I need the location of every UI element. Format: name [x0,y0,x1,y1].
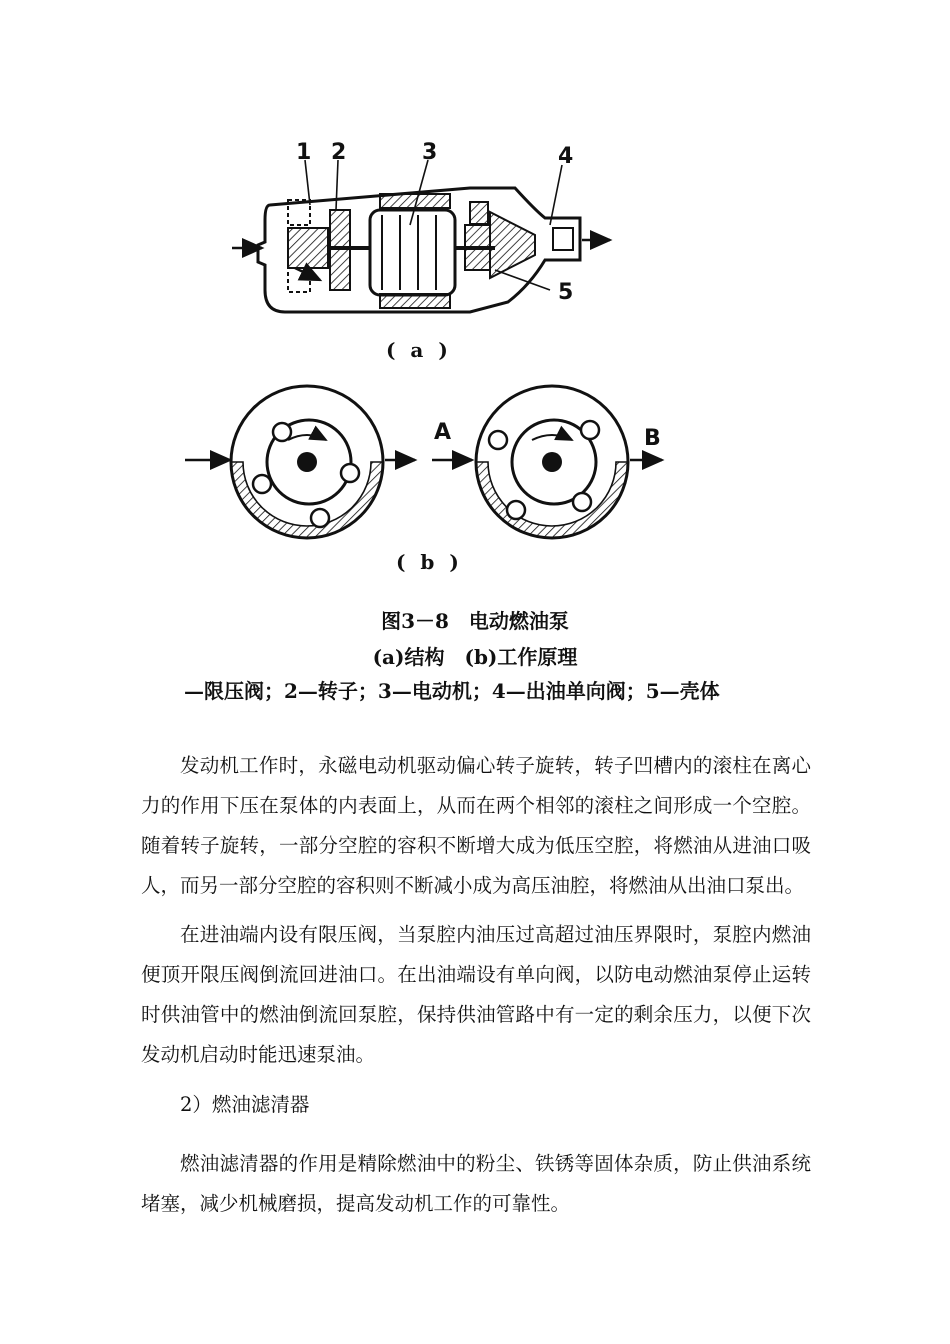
fuel-pump-diagram [170,130,810,570]
figure-caption-subtitle: (a)结构 (b)工作原理 [372,645,578,669]
figure-caption-legend: —限压阀；2—转子；3—电动机；4—出油单向阀；5—壳体 [184,679,720,703]
pump-rotor-left [185,386,415,538]
part-label-2: 2 [331,140,347,165]
part-label-5: 5 [558,280,574,305]
body-paragraph-1: 发动机工作时，永磁电动机驱动偏心转子旋转，转子凹槽内的滚柱在离心力的作用下压在泵体的内表面上，从而在两个相邻的滚柱之间形成一个空腔。随着转子旋转，一部分空腔的容积不断增大成为低压空腔，将燃油从进油口吸人，而另一部分空腔的容积则不断减小成为高压油腔，将燃油从出油口泵出。 [141,754,811,897]
port-a-label: A [434,420,452,445]
section-heading: 2）燃油滤清器 [180,1093,310,1116]
figure-caption-title: 图3－8 电动燃油泵 [381,609,569,633]
body-paragraph-2: 在进油端内设有限压阀，当泵腔内油压过高超过油压界限时，泵腔内燃油便顶开限压阀倒流回进油口。在出油端设有单向阀，以防电动燃油泵停止运转时供油管中的燃油倒流回泵腔，保持供油管路中有一定的剩余压力，以便下次发动机启动时能迅速泵油。 [141,923,811,1066]
subfigure-a-label: ( a ) [386,338,452,362]
part-label-1: 1 [296,140,312,165]
part-label-4: 4 [558,144,574,169]
subfigure-b-label: ( b ) [396,550,463,574]
part-label-3: 3 [422,140,438,165]
pump-structure-diagram [258,188,580,312]
fuel-pump-figure [170,130,810,574]
pump-rotor-right [432,386,662,538]
body-paragraph-3: 燃油滤清器的作用是精除燃油中的粉尘、铁锈等固体杂质，防止供油系统堵塞，减少机械磨损，提高发动机工作的可靠性。 [141,1152,811,1215]
port-b-label: B [644,426,661,451]
